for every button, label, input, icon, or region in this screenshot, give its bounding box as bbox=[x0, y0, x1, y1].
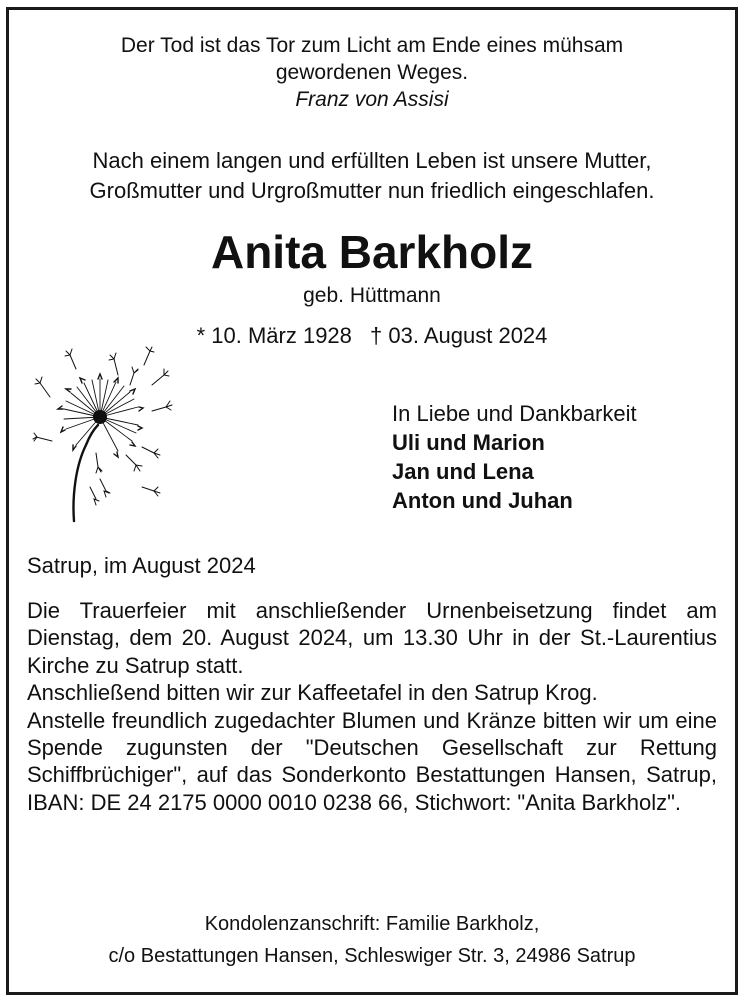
quote-line-2: gewordenen Weges. bbox=[275, 61, 469, 84]
funeral-details bbox=[27, 597, 717, 816]
quote-block bbox=[0, 32, 744, 113]
mourners-intro: In Liebe und Dankbarkeit bbox=[392, 401, 637, 426]
dandelion-icon bbox=[26, 345, 196, 525]
reception-info: Anschließend bitten wir zur Kaffeetafel in den Satrup Krog. bbox=[27, 680, 598, 706]
condolence-line-2: c/o Bestattungen Hansen, Schleswiger Str. 3, 24986 Satrup bbox=[108, 945, 636, 967]
quote-author: Franz von Assisi bbox=[295, 88, 449, 111]
deceased-name: Anita Barkholz bbox=[210, 226, 534, 278]
donation-info: Anstelle freundlich zugedachter Blumen und Kränze bitten wir um eine Spende zugunsten der "Deutschen Gesellschaft zur Rettung Schiffbrüchiger", auf das Sonderkonto Bestattungen Hansen, Satrup, IBAN: DE 24 2175 0000 0010 0238 66, Stichwort: "Anita Barkholz". bbox=[27, 707, 717, 815]
funeral-info: Die Trauerfeier mit anschließender Urnenbeisetzung findet am Dienstag, dem 20. August 2024, um 13.30 Uhr in der St.-Laurentius Kirche zu Satrup statt. bbox=[27, 598, 717, 678]
intro-line-1: Nach einem langen und erfüllten Leben ist unsere Mutter, bbox=[92, 148, 652, 173]
intro-text bbox=[0, 146, 744, 206]
mourner-name: Anton und Juhan bbox=[392, 488, 573, 513]
birth-date: * 10. März 1928 bbox=[196, 323, 352, 348]
mourners-block bbox=[392, 399, 637, 515]
intro-line-2: Großmutter und Urgroßmutter nun friedlich eingeschlafen. bbox=[89, 178, 655, 203]
condolence-line-1: Kondolenzanschrift: Familie Barkholz, bbox=[204, 913, 540, 935]
maiden-name: geb. Hüttmann bbox=[303, 284, 441, 307]
death-date: † 03. August 2024 bbox=[370, 323, 548, 348]
mourner-name: Uli und Marion bbox=[392, 430, 545, 455]
condolence-address bbox=[0, 908, 744, 972]
place-date: Satrup, im August 2024 bbox=[27, 553, 256, 578]
mourner-name: Jan und Lena bbox=[392, 459, 534, 484]
quote-line-1: Der Tod ist das Tor zum Licht am Ende eines mühsam bbox=[120, 34, 624, 57]
